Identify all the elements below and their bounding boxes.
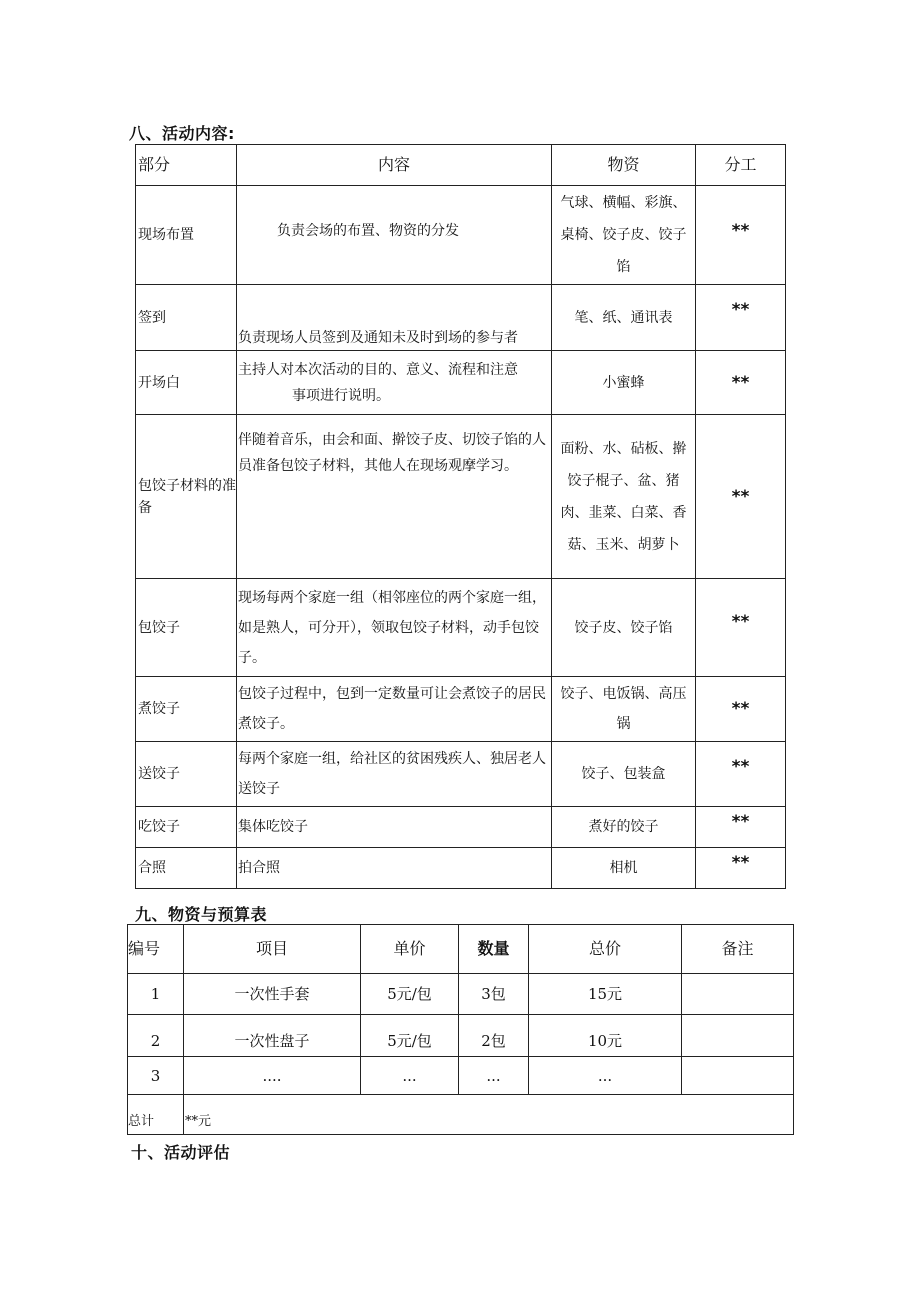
budget-note [682, 974, 794, 1015]
budget-total: 15元 [529, 974, 682, 1015]
budget-unit-price: ... [361, 1057, 459, 1095]
header-division: 分工 [696, 145, 786, 186]
budget-total-label: 总计 [128, 1095, 184, 1135]
row-part: 包饺子材料的准备 [136, 415, 237, 579]
row-content-line2: 事项进行说明。 [292, 387, 390, 404]
row-materials: 饺子皮、饺子馅 [552, 579, 696, 677]
budget-total: ... [529, 1057, 682, 1095]
header-content: 内容 [237, 145, 552, 186]
row-content: 包饺子过程中，包到一定数量可让会煮饺子的居民煮饺子。 [237, 677, 552, 742]
header-no: 编号 [128, 925, 184, 974]
row-part: 现场布置 [136, 186, 237, 285]
budget-item: 一次性手套 [184, 974, 361, 1015]
header-unit-price: 单价 [361, 925, 459, 974]
budget-table [127, 924, 794, 1135]
row-materials: 煮好的饺子 [552, 807, 696, 848]
header-materials: 物资 [552, 145, 696, 186]
budget-quantity: ... [459, 1057, 529, 1095]
header-note: 备注 [682, 925, 794, 974]
row-division: ** [696, 848, 786, 889]
table-row [136, 351, 786, 415]
row-content-line1: 主持人对本次活动的目的、意义、流程和注意 [238, 361, 518, 378]
budget-row [128, 1057, 794, 1095]
row-materials: 面粉、水、砧板、擀饺子棍子、盆、猪肉、韭菜、白菜、香菇、玉米、胡萝卜 [552, 415, 696, 579]
budget-quantity: 2包 [459, 1015, 529, 1057]
table-row [136, 415, 786, 579]
table-row [136, 742, 786, 807]
row-part: 签到 [136, 285, 237, 351]
row-content [237, 351, 552, 415]
section-9-title: 九、物资与预算表 [135, 905, 268, 924]
row-part: 开场白 [136, 351, 237, 415]
section-8-title: 八、活动内容: [129, 124, 235, 143]
row-division: ** [696, 186, 786, 285]
row-part: 吃饺子 [136, 807, 237, 848]
row-materials: 饺子、电饭锅、高压锅 [552, 677, 696, 742]
row-part: 包饺子 [136, 579, 237, 677]
activity-content-table [135, 144, 786, 889]
row-materials: 小蜜蜂 [552, 351, 696, 415]
budget-quantity: 3包 [459, 974, 529, 1015]
row-part: 煮饺子 [136, 677, 237, 742]
row-content: 现场每两个家庭一组（相邻座位的两个家庭一组，如是熟人，可分开），领取包饺子材料，动手包饺子。 [237, 579, 552, 677]
table-row [136, 807, 786, 848]
budget-item: .... [184, 1057, 361, 1095]
row-division: ** [696, 742, 786, 807]
row-content: 伴随着音乐，由会和面、擀饺子皮、切饺子馅的人员准备包饺子材料，其他人在现场观摩学习。 [237, 415, 552, 579]
header-total: 总价 [529, 925, 682, 974]
table-row [136, 848, 786, 889]
row-division: ** [696, 285, 786, 351]
budget-header-row [128, 925, 794, 974]
row-materials: 相机 [552, 848, 696, 889]
row-content-text: 负责会场的布置、物资的分发 [277, 223, 459, 239]
row-division: ** [696, 579, 786, 677]
row-materials: 笔、纸、通讯表 [552, 285, 696, 351]
budget-total-value: **元 [184, 1095, 794, 1135]
table-header-row [136, 145, 786, 186]
row-content: 拍合照 [237, 848, 552, 889]
row-division: ** [696, 807, 786, 848]
header-part: 部分 [136, 145, 237, 186]
row-content [237, 186, 552, 285]
row-division: ** [696, 415, 786, 579]
row-content: 集体吃饺子 [237, 807, 552, 848]
section-10-title: 十、活动评估 [131, 1143, 231, 1162]
row-content: 每两个家庭一组，给社区的贫困残疾人、独居老人送饺子 [237, 742, 552, 807]
table-row [136, 186, 786, 285]
budget-total-row [128, 1095, 794, 1135]
row-division: ** [696, 351, 786, 415]
budget-unit-price: 5元/包 [361, 974, 459, 1015]
budget-unit-price: 5元/包 [361, 1015, 459, 1057]
header-item: 项目 [184, 925, 361, 974]
header-quantity: 数量 [459, 925, 529, 974]
budget-no: 3 [128, 1057, 184, 1095]
row-materials: 气球、横幅、彩旗、桌椅、饺子皮、饺子馅 [552, 186, 696, 285]
table-row [136, 677, 786, 742]
budget-note [682, 1057, 794, 1095]
row-division: ** [696, 677, 786, 742]
row-part: 送饺子 [136, 742, 237, 807]
row-content: 负责现场人员签到及通知未及时到场的参与者 [237, 285, 552, 351]
table-row [136, 579, 786, 677]
budget-total: 10元 [529, 1015, 682, 1057]
budget-no: 1 [128, 974, 184, 1015]
budget-no: 2 [128, 1015, 184, 1057]
budget-item: 一次性盘子 [184, 1015, 361, 1057]
table-row [136, 285, 786, 351]
row-materials: 饺子、包装盒 [552, 742, 696, 807]
row-part: 合照 [136, 848, 237, 889]
budget-row [128, 1015, 794, 1057]
budget-note [682, 1015, 794, 1057]
budget-row [128, 974, 794, 1015]
